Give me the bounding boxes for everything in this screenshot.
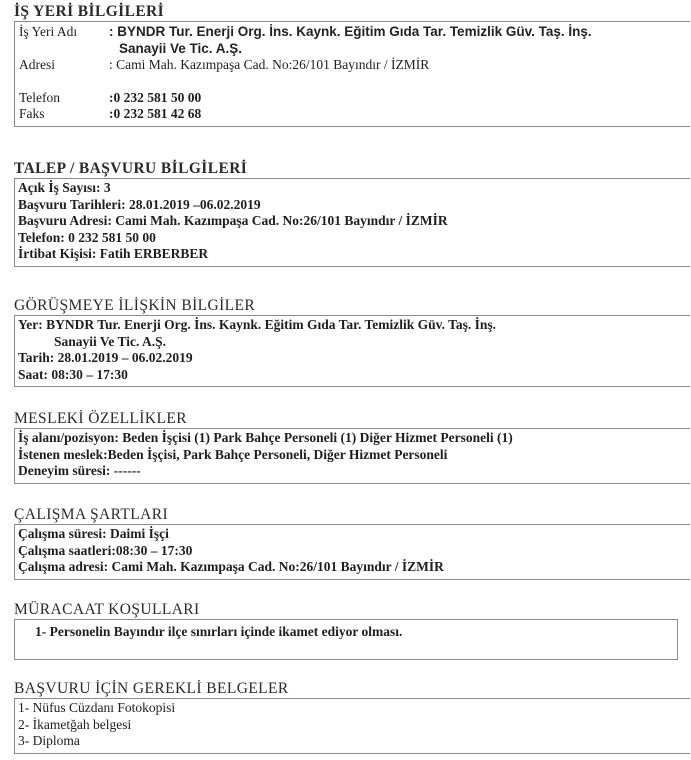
section-title: MESLEKİ ÖZELLİKLER <box>14 410 187 427</box>
belge-item: 3- Diploma <box>18 733 80 748</box>
section-belgeler <box>14 680 690 754</box>
gorusme-box <box>14 315 690 387</box>
section-title: GÖRÜŞMEYE İLİŞKİN BİLGİLER <box>14 297 256 314</box>
belge-item: 2- İkametğah belgesi <box>18 716 132 732</box>
talep-line: Başvuru Adresi: Cami Mah. Kazımpaşa Cad. No:26/101 Bayındır / İZMİR <box>18 213 448 228</box>
section-mesleki <box>14 410 690 484</box>
section-title: MÜRACAAT KOŞULLARI <box>14 601 200 618</box>
tarih-line: Tarih: 28.01.2019 – 06.02.2019 <box>18 350 193 365</box>
yer-line2: Sanayii Ve Tic. A.Ş. <box>54 333 167 349</box>
isyeri-box <box>14 21 690 127</box>
section-title: BAŞVURU İÇİN GEREKLİ BELGELER <box>14 680 289 697</box>
section-gorusme <box>14 297 690 387</box>
ad-line1: : BYNDR Tur. Enerji Org. İns. Kaynk. Eğitim Gıda Tar. Temizlik Güv. Taş. İnş. <box>109 24 592 39</box>
muracaat-box <box>14 619 678 660</box>
calisma-box <box>14 524 690 580</box>
adres-value: : Cami Mah. Kazımpaşa Cad. No:26/101 Bayındır / İZMİR <box>109 57 430 72</box>
mesleki-line: İstenen meslek:Beden İşçisi, Park Bahçe Personeli, Diğer Hizmet Personeli <box>18 446 448 462</box>
calisma-line: Çalışma saatleri:08:30 – 17:30 <box>18 542 193 558</box>
isyeri-ad-row <box>19 24 690 57</box>
talep-line: Telefon: 0 232 581 50 00 <box>18 229 156 245</box>
talep-box <box>14 178 690 267</box>
ad-line2: Sanayii Ve Tic. A.Ş. <box>119 40 243 56</box>
yer-line1: Yer: BYNDR Tur. Enerji Org. İns. Kaynk. Eğitim Gıda Tar. Temizlik Güv. Taş. İnş. <box>18 317 497 332</box>
section-isyeri <box>14 3 690 127</box>
isyeri-faks-row <box>19 106 690 123</box>
mesleki-line: İş alanı/pozisyon: Beden İşçisi (1) Park Bahçe Personeli (1) Diğer Hizmet Personeli (1) <box>18 430 513 445</box>
section-title: İŞ YERİ BİLGİLERİ <box>14 3 165 20</box>
faks-label: Faks <box>19 106 45 121</box>
calisma-line: Çalışma adresi: Cami Mah. Kazımpaşa Cad. No:26/101 Bayındır / İZMİR <box>18 559 444 574</box>
isyeri-telefon-row <box>19 90 690 107</box>
calisma-line: Çalışma süresi: Daimi İşçi <box>18 526 169 541</box>
saat-line: Saat: 08:30 – 17:30 <box>18 366 128 382</box>
section-muracaat <box>14 601 690 660</box>
mesleki-box <box>14 428 690 484</box>
talep-line: Açık İş Sayısı: 3 <box>18 180 111 195</box>
spacer <box>19 74 690 90</box>
telefon-label: Telefon <box>19 89 61 105</box>
section-calisma <box>14 506 690 580</box>
ad-label: İş Yeri Adı <box>19 24 78 39</box>
belgeler-box <box>14 698 690 754</box>
mesleki-line: Deneyim süresi: ------ <box>18 463 141 478</box>
adres-label: Adresi <box>19 57 55 72</box>
ad-value <box>109 24 592 57</box>
section-title: TALEP / BAŞVURU BİLGİLERİ <box>14 160 248 177</box>
talep-line: Başvuru Tarihleri: 28.01.2019 –06.02.2019 <box>18 196 261 212</box>
muracaat-item: 1- Personelin Bayındır ilçe sınırları içinde ikamet ediyor olması. <box>35 624 403 639</box>
section-talep <box>14 160 690 267</box>
faks-value: :0 232 581 42 68 <box>109 106 202 121</box>
talep-line: İrtibat Kişisi: Fatih ERBERBER <box>18 246 209 261</box>
telefon-value: :0 232 581 50 00 <box>109 89 202 105</box>
isyeri-adres-row <box>19 57 690 74</box>
section-title: ÇALIŞMA ŞARTLARI <box>14 506 169 523</box>
belge-item: 1- Nüfus Cüzdanı Fotokopisi <box>18 700 176 715</box>
